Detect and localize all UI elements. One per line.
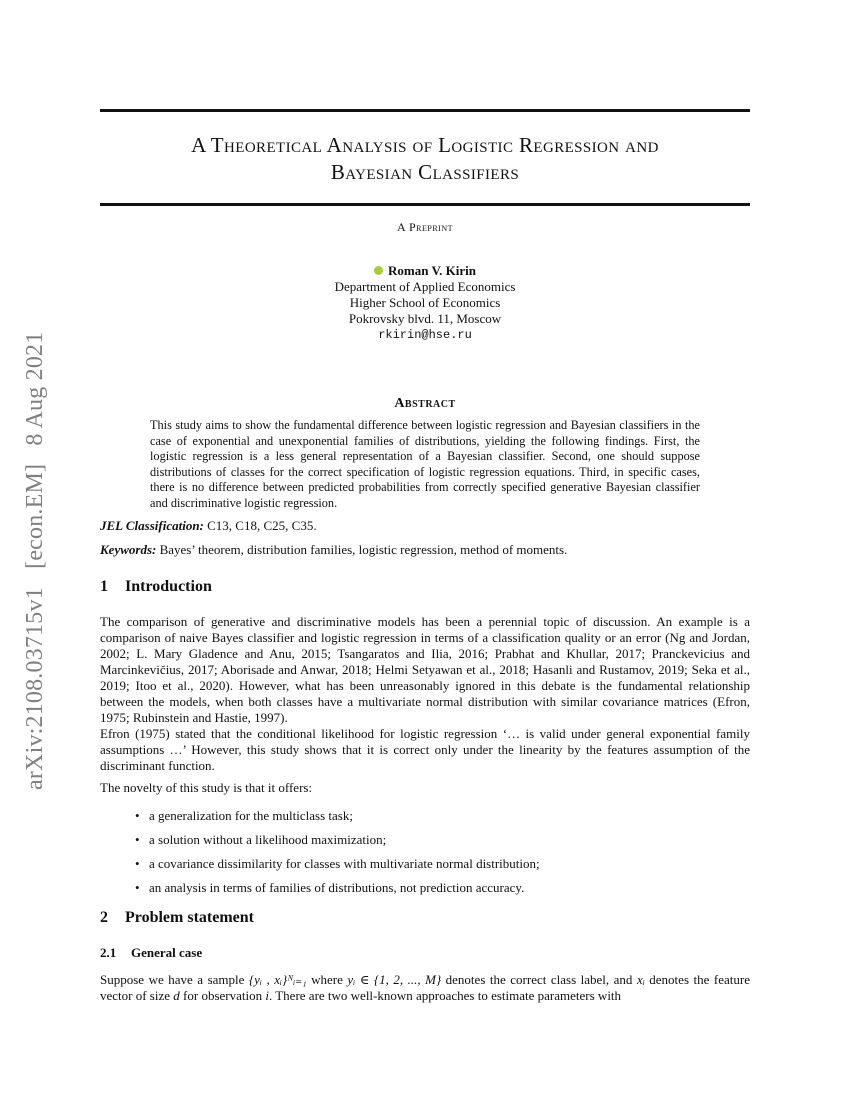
affiliation-line: Department of Applied Economics (334, 279, 516, 294)
section-heading-introduction (100, 578, 212, 596)
section-title: Problem statement (125, 909, 254, 926)
keywords (100, 542, 750, 558)
subsection-title: General case (131, 945, 203, 960)
text-run: where (306, 972, 348, 987)
text-run: denotes the feature vector of size (100, 972, 750, 1003)
list-item: • a solution without a likelihood maximization; (135, 832, 735, 856)
title-rule-bottom (100, 203, 750, 206)
keywords-label: Keywords: (100, 542, 157, 557)
math-feature: xᵢ (636, 972, 645, 987)
math-sample: {yᵢ , xᵢ}ᴺᵢ₌₁ (248, 972, 307, 987)
title-line-2: Bayesian Classifiers (330, 160, 520, 184)
jel-value: C13, C18, C25, C35. (207, 518, 317, 533)
section-number: 2 (100, 909, 108, 926)
arxiv-id: arXiv:2108.03715v1 (22, 587, 48, 790)
intro-paragraph-2: Efron (1975) stated that the conditional likelihood for logistic regression ‘… is valid under general exponential family assumptions …’ However, this study shows that it is correct only under the linearity by the features assumption of the discriminant function. (100, 726, 750, 773)
text-run: for observation (179, 988, 266, 1003)
problem-paragraph-1 (100, 972, 750, 1004)
math-index: i (265, 988, 269, 1003)
arxiv-date: 8 Aug 2021 (22, 331, 48, 446)
list-item: • a generalization for the multiclass task; (135, 808, 735, 832)
list-item: • an analysis in terms of families of distributions, not prediction accuracy. (135, 880, 735, 904)
math-dimension: d (173, 988, 180, 1003)
intro-paragraph-3: The novelty of this study is that it offers: (100, 780, 313, 795)
preprint-label: A Preprint (396, 220, 453, 234)
title-line-1: A Theoretical Analysis of Logistic Regression and (191, 133, 659, 157)
orcid-icon[interactable] (374, 266, 383, 275)
text-run: Suppose we have a sample (100, 972, 249, 987)
paper-title (100, 132, 750, 186)
abstract-text: This study aims to show the fundamental difference between logistic regression and Bayesian classifiers in the case of exponential and unexponential families of distributions, yielding the following findings. First, the logistic regression is a less general representation of a Bayesian classifier. Second, one should suppose distributions of classes for the correct specification of logistic regression equations. Third, in specific cases, there is no difference between predicted probabilities from correctly specified generative Bayesian classifier and discriminative logistic regression. (150, 418, 700, 510)
text-run: denotes the correct class label, and (441, 972, 637, 987)
arxiv-category: [econ.EM] (22, 463, 48, 569)
text-run: . There are two well-known approaches to estimate parameters with (268, 988, 622, 1003)
section-title: Introduction (125, 578, 212, 595)
subsection-heading-general-case (100, 945, 202, 961)
jel-label: JEL Classification: (100, 518, 204, 533)
section-number: 1 (100, 578, 108, 595)
title-rule-top (100, 109, 750, 112)
list-item: • a covariance dissimilarity for classes with multivariate normal distribution; (135, 856, 735, 880)
affiliation-line: Higher School of Economics (349, 295, 501, 310)
affiliation-line: Pokrovsky blvd. 11, Moscow (348, 311, 502, 326)
novelty-list (135, 808, 735, 904)
jel-classification (100, 518, 750, 534)
author-name: Roman V. Kirin (387, 263, 476, 278)
abstract-heading: Abstract (394, 396, 456, 411)
author-email[interactable]: rkirin@hse.ru (378, 328, 472, 342)
subsection-number: 2.1 (100, 945, 117, 960)
keywords-value: Bayes’ theorem, distribution families, logistic regression, method of moments. (159, 542, 568, 557)
math-label-set: yᵢ ∈ {1, 2, ..., M} (347, 972, 442, 987)
author-block (100, 263, 750, 343)
arxiv-side-label (22, 320, 49, 790)
section-heading-problem-statement (100, 909, 254, 927)
intro-paragraph-1: The comparison of generative and discriminative models has been a perennial topic of discussion. An example is a comparison of naive Bayes classifier and logistic regression in terms of a classification quality or an error (Ng and Jordan, 2002; L. Mary Gladence and Anu, 2015; Tsangaratos and Ilia, 2016; Prabhat and Khullar, 2017; Pranckevicius and Marcinkevičius, 2017; Aborisade and Anwar, 2018; Helmi Setyawan et al., 2018; Hasanli and Rustamov, 2019; Seka et al., 2019; Itoo et al., 2020). However, what has been unreasonably ignored in this debate is the fundamental relationship between the models, when both classes have a multivariate normal distribution with similar covariance matrices (Efron, 1975; Rubinstein and Hastie, 1997). (100, 614, 750, 725)
